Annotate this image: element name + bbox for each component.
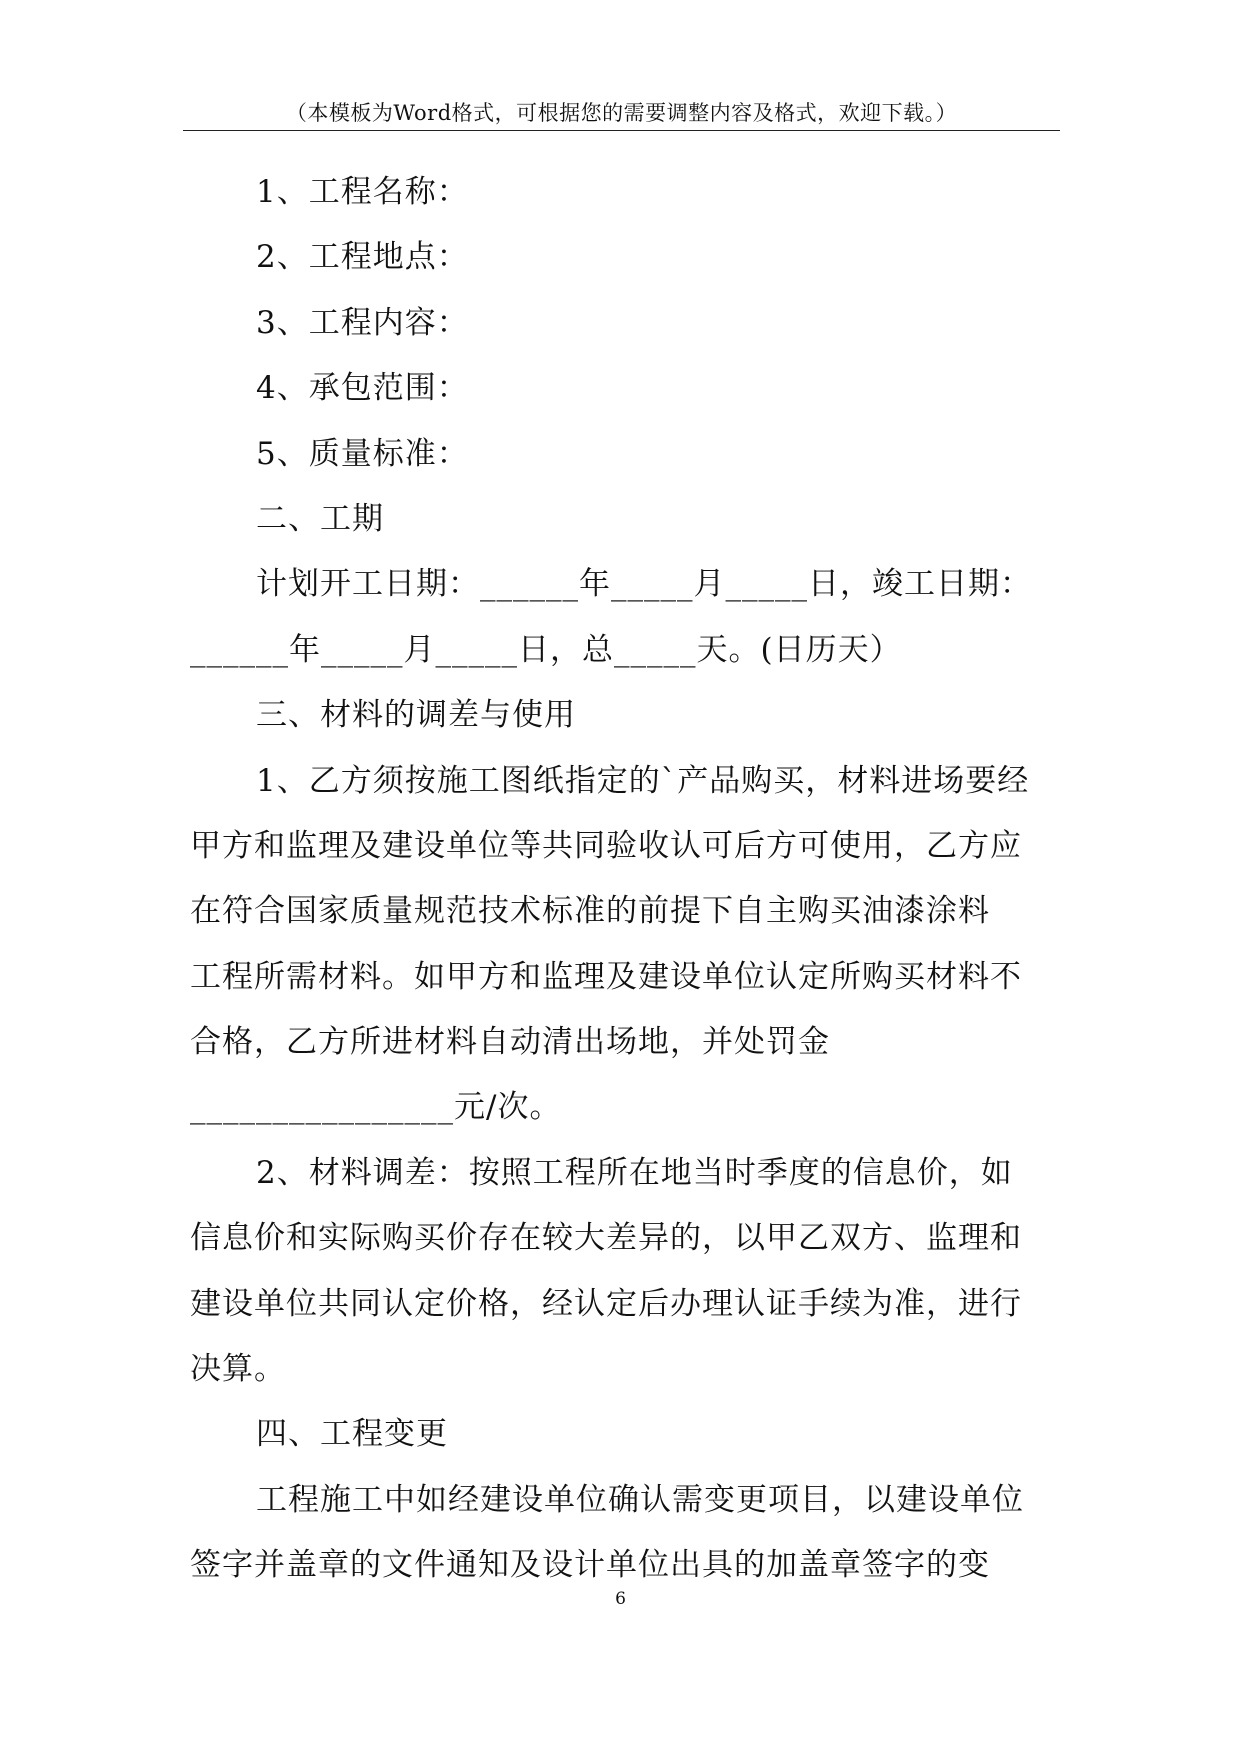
- paragraph-line: 决算。: [190, 1351, 286, 1388]
- item-project-location: 2、工程地点：: [256, 239, 469, 276]
- header-divider: [183, 130, 1060, 131]
- paragraph-line: 签字并盖章的文件通知及设计单位出具的加盖章签字的变: [190, 1547, 990, 1584]
- paragraph-line: 2、材料调差：按照工程所在地当时季度的信息价，如: [256, 1154, 1013, 1191]
- paragraph-line: 合格，乙方所进材料自动清出场地，并处罚金: [190, 1024, 830, 1061]
- paragraph-line: 建设单位共同认定价格，经认定后办理认证手续为准，进行: [190, 1285, 1022, 1322]
- item-project-name: 1、工程名称：: [256, 174, 469, 210]
- paragraph-line: 计划开工日期：______年_____月_____日，竣工日期：: [256, 566, 1032, 603]
- paragraph-line: 1、乙方须按施工图纸指定的`产品购买，材料进场要经: [256, 762, 1030, 799]
- item-quality-standard: 5、质量标准：: [256, 435, 469, 472]
- document-body: [190, 160, 1058, 1599]
- page-header-note: （本模板为Word格式，可根据您的需要调整内容及格式，欢迎下载。）: [285, 101, 958, 125]
- section-heading-materials: 三、材料的调差与使用: [256, 697, 576, 734]
- paragraph-line: 在符合国家质量规范技术标准的前提下自主购买油漆涂料: [190, 893, 990, 930]
- paragraph-line: 甲方和监理及建设单位等共同验收认可后方可使用，乙方应: [190, 827, 1022, 864]
- paragraph-line: ______年_____月_____日，总_____天。(日历天）: [190, 631, 902, 668]
- section-heading-changes: 四、工程变更: [256, 1416, 448, 1453]
- item-contract-scope: 4、承包范围：: [256, 370, 469, 407]
- paragraph-line: 工程施工中如经建设单位确认需变更项目，以建设单位: [256, 1481, 1024, 1518]
- paragraph-line: 工程所需材料。如甲方和监理及建设单位认定所购买材料不: [190, 958, 1022, 995]
- page-number: 6: [615, 1589, 626, 1609]
- item-project-content: 3、工程内容：: [256, 304, 469, 341]
- section-heading-schedule: 二、工期: [256, 500, 384, 537]
- paragraph-line: ________________元/次。: [190, 1089, 562, 1126]
- paragraph-line: 信息价和实际购买价存在较大差异的，以甲乙双方、监理和: [190, 1220, 1022, 1257]
